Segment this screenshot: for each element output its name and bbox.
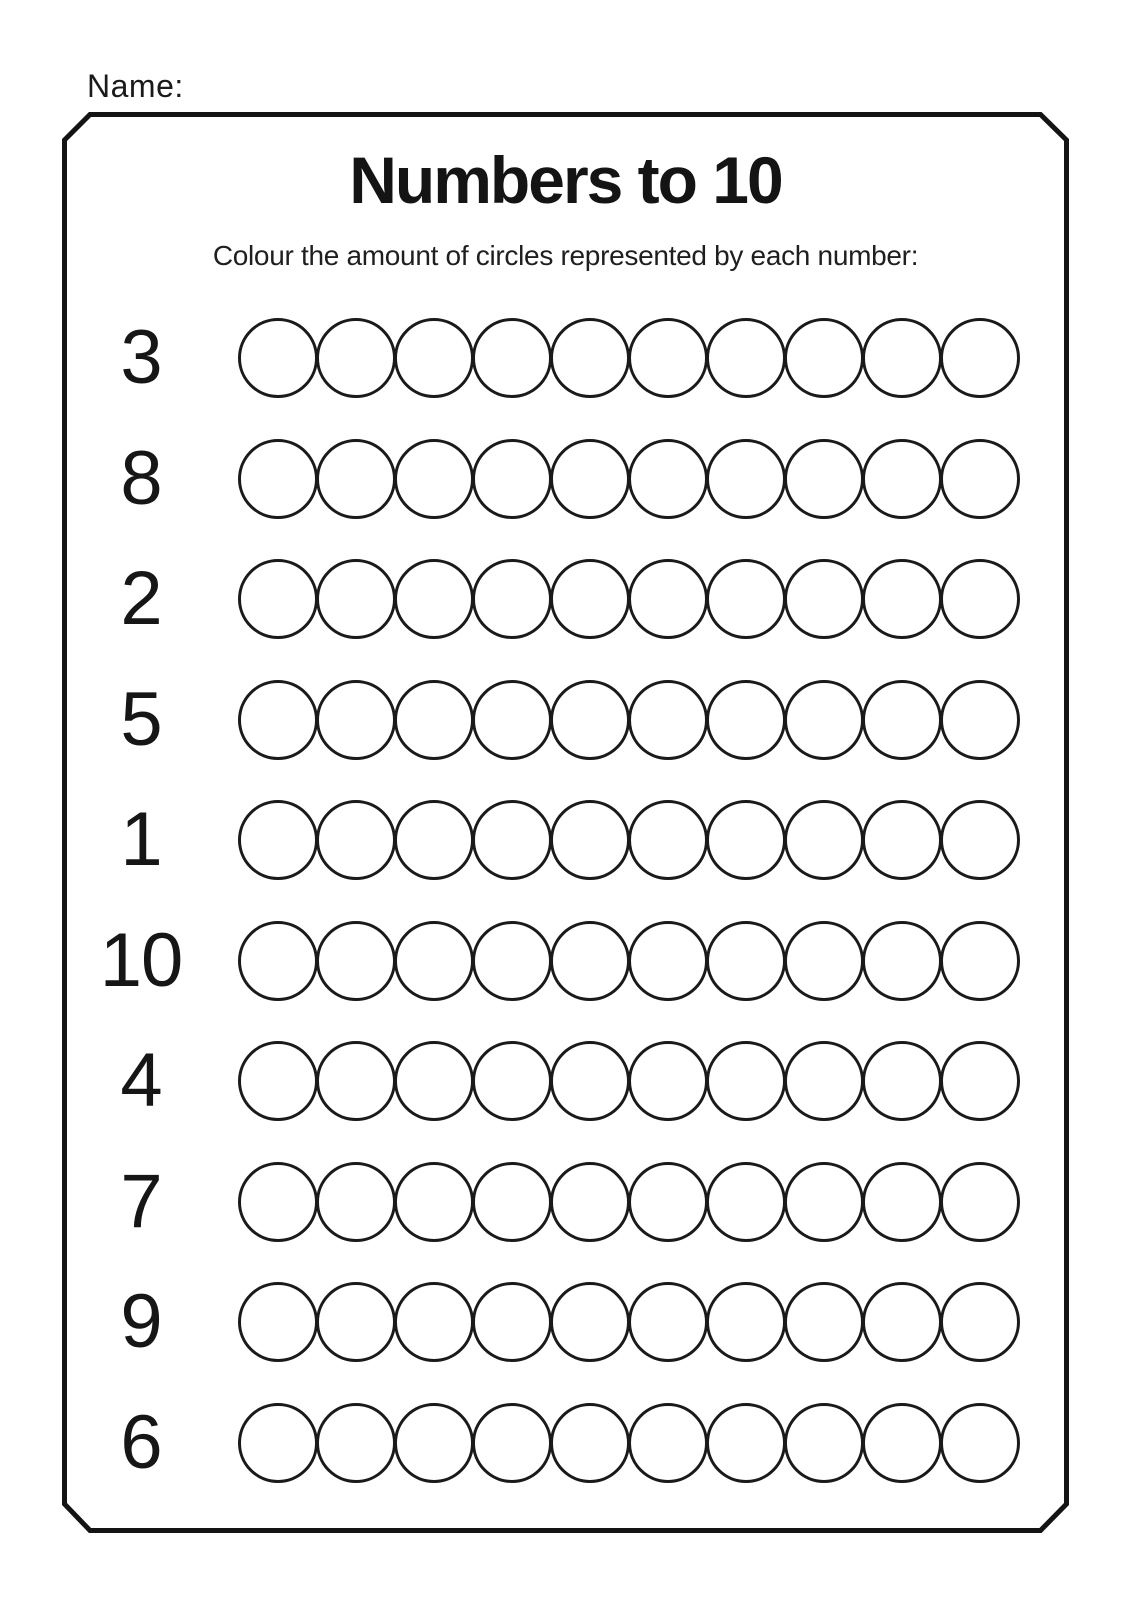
- worksheet-row: [62, 677, 1069, 762]
- colorable-circle[interactable]: [706, 1282, 786, 1362]
- worksheet-row: [62, 1159, 1069, 1244]
- colorable-circle[interactable]: [706, 680, 786, 760]
- colorable-circle[interactable]: [862, 318, 942, 398]
- colorable-circle[interactable]: [394, 800, 474, 880]
- colorable-circle[interactable]: [628, 1403, 708, 1483]
- colorable-circle[interactable]: [238, 1162, 318, 1242]
- colorable-circle[interactable]: [550, 680, 630, 760]
- colorable-circle[interactable]: [394, 1403, 474, 1483]
- colorable-circle[interactable]: [940, 800, 1020, 880]
- circle-strip: [238, 1403, 1018, 1483]
- colorable-circle[interactable]: [940, 921, 1020, 1001]
- colorable-circle[interactable]: [862, 1162, 942, 1242]
- colorable-circle[interactable]: [238, 800, 318, 880]
- colorable-circle[interactable]: [472, 318, 552, 398]
- worksheet-row: [62, 1279, 1069, 1364]
- circle-strip: [238, 800, 1018, 880]
- worksheet-row: [62, 1038, 1069, 1123]
- colorable-circle[interactable]: [394, 1282, 474, 1362]
- colorable-circle[interactable]: [316, 439, 396, 519]
- worksheet-row: [62, 556, 1069, 641]
- colorable-circle[interactable]: [628, 1282, 708, 1362]
- colorable-circle[interactable]: [862, 439, 942, 519]
- row-number: 3: [120, 315, 162, 400]
- colorable-circle[interactable]: [628, 1041, 708, 1121]
- colorable-circle[interactable]: [784, 559, 864, 639]
- colorable-circle[interactable]: [628, 318, 708, 398]
- colorable-circle[interactable]: [862, 1403, 942, 1483]
- colorable-circle[interactable]: [394, 921, 474, 1001]
- worksheet-row: [62, 797, 1069, 882]
- colorable-circle[interactable]: [706, 921, 786, 1001]
- colorable-circle[interactable]: [472, 921, 552, 1001]
- colorable-circle[interactable]: [940, 1403, 1020, 1483]
- colorable-circle[interactable]: [316, 559, 396, 639]
- colorable-circle[interactable]: [550, 439, 630, 519]
- colorable-circle[interactable]: [550, 1282, 630, 1362]
- colorable-circle[interactable]: [628, 680, 708, 760]
- colorable-circle[interactable]: [862, 1041, 942, 1121]
- worksheet-row: [62, 1400, 1069, 1485]
- colorable-circle[interactable]: [472, 1041, 552, 1121]
- colorable-circle[interactable]: [550, 800, 630, 880]
- row-number: 1: [120, 797, 162, 882]
- colorable-circle[interactable]: [472, 800, 552, 880]
- colorable-circle[interactable]: [238, 318, 318, 398]
- worksheet-instruction: Colour the amount of circles represented by each number:: [212, 240, 919, 271]
- colorable-circle[interactable]: [706, 1162, 786, 1242]
- colorable-circle[interactable]: [472, 439, 552, 519]
- colorable-circle[interactable]: [706, 1041, 786, 1121]
- colorable-circle[interactable]: [784, 318, 864, 398]
- name-label: Name:: [87, 68, 184, 104]
- colorable-circle[interactable]: [238, 1403, 318, 1483]
- circle-strip: [238, 1041, 1018, 1121]
- colorable-circle[interactable]: [706, 318, 786, 398]
- colorable-circle[interactable]: [472, 1162, 552, 1242]
- colorable-circle[interactable]: [940, 1041, 1020, 1121]
- colorable-circle[interactable]: [316, 1041, 396, 1121]
- row-number: 4: [120, 1038, 162, 1123]
- circle-strip: [238, 439, 1018, 519]
- colorable-circle[interactable]: [316, 680, 396, 760]
- colorable-circle[interactable]: [238, 680, 318, 760]
- colorable-circle[interactable]: [316, 1282, 396, 1362]
- colorable-circle[interactable]: [316, 1403, 396, 1483]
- row-number: 10: [99, 918, 183, 1003]
- colorable-circle[interactable]: [628, 1162, 708, 1242]
- circle-strip: [238, 318, 1018, 398]
- circle-strip: [238, 921, 1018, 1001]
- colorable-circle[interactable]: [238, 559, 318, 639]
- colorable-circle[interactable]: [940, 439, 1020, 519]
- colorable-circle[interactable]: [862, 680, 942, 760]
- colorable-circle[interactable]: [316, 318, 396, 398]
- colorable-circle[interactable]: [862, 800, 942, 880]
- colorable-circle[interactable]: [628, 921, 708, 1001]
- colorable-circle[interactable]: [550, 318, 630, 398]
- colorable-circle[interactable]: [394, 680, 474, 760]
- circle-strip: [238, 680, 1018, 760]
- colorable-circle[interactable]: [394, 318, 474, 398]
- colorable-circle[interactable]: [940, 318, 1020, 398]
- colorable-circle[interactable]: [394, 439, 474, 519]
- colorable-circle[interactable]: [628, 559, 708, 639]
- colorable-circle[interactable]: [784, 1282, 864, 1362]
- circle-strip: [238, 1282, 1018, 1362]
- colorable-circle[interactable]: [238, 439, 318, 519]
- row-number: 5: [120, 677, 162, 762]
- worksheet-title: Numbers to 10: [349, 143, 782, 217]
- colorable-circle[interactable]: [706, 559, 786, 639]
- colorable-circle[interactable]: [706, 800, 786, 880]
- rows: [62, 315, 1069, 1528]
- colorable-circle[interactable]: [472, 1282, 552, 1362]
- colorable-circle[interactable]: [784, 439, 864, 519]
- colorable-circle[interactable]: [940, 1282, 1020, 1362]
- colorable-circle[interactable]: [550, 1403, 630, 1483]
- colorable-circle[interactable]: [862, 1282, 942, 1362]
- colorable-circle[interactable]: [862, 559, 942, 639]
- worksheet-row: [62, 315, 1069, 400]
- row-number: 2: [120, 556, 162, 641]
- colorable-circle[interactable]: [550, 921, 630, 1001]
- colorable-circle[interactable]: [784, 1041, 864, 1121]
- colorable-circle[interactable]: [940, 559, 1020, 639]
- colorable-circle[interactable]: [550, 559, 630, 639]
- colorable-circle[interactable]: [784, 800, 864, 880]
- row-number: 9: [120, 1279, 162, 1364]
- row-number: 7: [120, 1159, 162, 1244]
- colorable-circle[interactable]: [862, 921, 942, 1001]
- colorable-circle[interactable]: [784, 1162, 864, 1242]
- worksheet-frame: [62, 112, 1069, 1533]
- row-number: 6: [120, 1400, 162, 1485]
- colorable-circle[interactable]: [472, 559, 552, 639]
- colorable-circle[interactable]: [316, 800, 396, 880]
- colorable-circle[interactable]: [784, 921, 864, 1001]
- colorable-circle[interactable]: [394, 1162, 474, 1242]
- colorable-circle[interactable]: [706, 1403, 786, 1483]
- colorable-circle[interactable]: [940, 1162, 1020, 1242]
- colorable-circle[interactable]: [628, 439, 708, 519]
- colorable-circle[interactable]: [316, 1162, 396, 1242]
- colorable-circle[interactable]: [394, 1041, 474, 1121]
- worksheet-row: [62, 918, 1069, 1003]
- colorable-circle[interactable]: [472, 680, 552, 760]
- colorable-circle[interactable]: [940, 680, 1020, 760]
- colorable-circle[interactable]: [550, 1162, 630, 1242]
- worksheet-row: [62, 436, 1069, 521]
- colorable-circle[interactable]: [238, 1282, 318, 1362]
- colorable-circle[interactable]: [238, 1041, 318, 1121]
- colorable-circle[interactable]: [316, 921, 396, 1001]
- colorable-circle[interactable]: [628, 800, 708, 880]
- colorable-circle[interactable]: [784, 1403, 864, 1483]
- circle-strip: [238, 1162, 1018, 1242]
- colorable-circle[interactable]: [394, 559, 474, 639]
- circle-strip: [238, 559, 1018, 639]
- colorable-circle[interactable]: [238, 921, 318, 1001]
- row-number: 8: [120, 436, 162, 521]
- colorable-circle[interactable]: [706, 439, 786, 519]
- colorable-circle[interactable]: [784, 680, 864, 760]
- colorable-circle[interactable]: [550, 1041, 630, 1121]
- colorable-circle[interactable]: [472, 1403, 552, 1483]
